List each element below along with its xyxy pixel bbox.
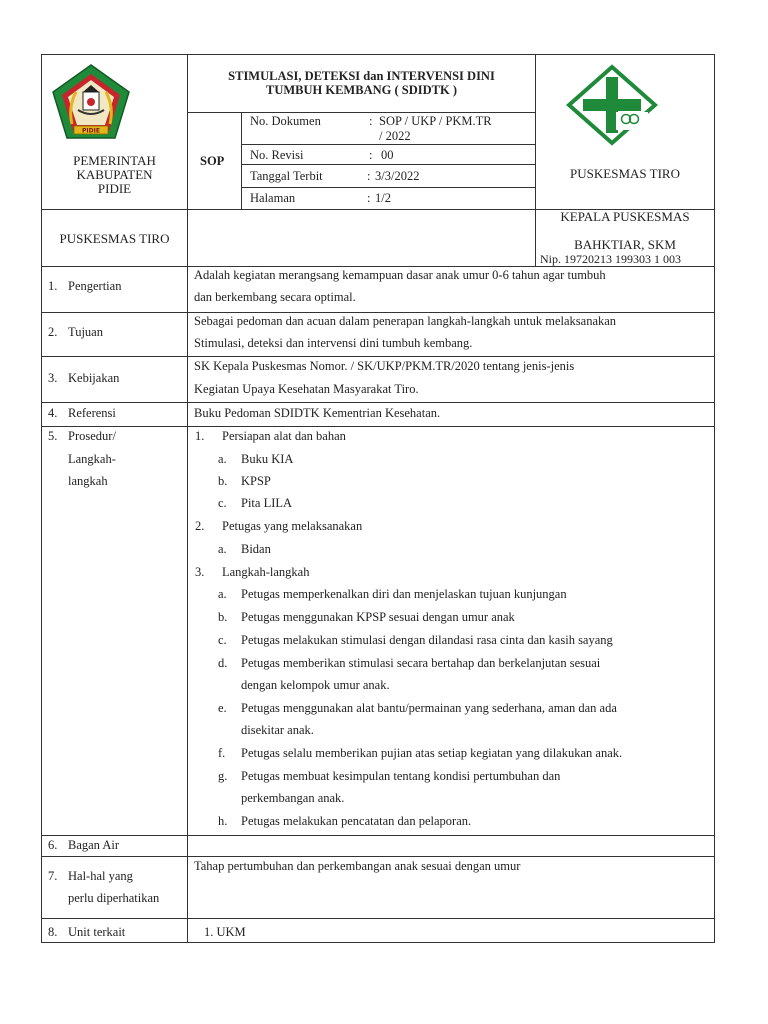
procedure-3-text: Langkah-langkah: [222, 565, 310, 579]
row-rule-4: [41, 426, 715, 427]
procedure-2a-num: a.: [218, 542, 227, 556]
procedure-1b-text: KPSP: [241, 474, 271, 488]
revision-sep: :: [369, 148, 373, 162]
procedure-2a-text: Bidan: [241, 542, 271, 556]
step-b-text: Petugas menggunakan KPSP sesuai dengan umur anak: [241, 610, 515, 624]
procedure-1c-num: c.: [218, 496, 227, 510]
section-4-label: Referensi: [68, 406, 116, 420]
section-8-label: Unit terkait: [68, 925, 126, 939]
section-6-num: 6.: [48, 838, 58, 852]
step-e-num: e.: [218, 701, 227, 715]
step-d-text-2: dengan kelompok umur anak.: [241, 678, 390, 692]
related-unit-text: 1. UKM: [204, 925, 246, 939]
purpose-text-1: Sebagai pedoman dan acuan dalam penerapan langkah-langkah untuk melaksanakan: [194, 314, 617, 328]
row-rule-7: [41, 918, 715, 919]
right-org-name: PUSKESMAS TIRO: [570, 166, 680, 181]
header-rule-1: [187, 112, 535, 113]
revision-label: No. Revisi: [250, 148, 304, 162]
section-5-num: 5.: [48, 429, 58, 443]
section-2-label: Tujuan: [68, 325, 103, 339]
step-b-num: b.: [218, 610, 228, 624]
issue-date-value: 3/3/2022: [375, 169, 420, 183]
procedure-1a-num: a.: [218, 452, 227, 466]
section-5-label-3: langkah: [68, 474, 108, 488]
row-rule-3: [41, 402, 715, 403]
step-d-num: d.: [218, 656, 228, 670]
section-1-num: 1.: [48, 279, 58, 293]
emblem-ribbon-text: PIDIE: [82, 127, 100, 135]
step-c-num: c.: [218, 633, 227, 647]
page-value: 1/2: [375, 191, 391, 205]
definition-text-2: dan berkembang secara optimal.: [194, 290, 356, 304]
head-title: KEPALA PUSKESMAS: [560, 209, 690, 224]
step-d-text-1: Petugas memberikan stimulasi secara bertahap dan berkelanjutan sesuai: [241, 656, 601, 670]
section-7-label-1: Hal-hal yang: [68, 869, 133, 883]
table-border-right: [714, 54, 715, 943]
step-e-text-1: Petugas menggunakan alat bantu/permainan yang sederhana, aman dan ada: [241, 701, 617, 715]
procedure-2-text: Petugas yang melaksanakan: [222, 519, 363, 533]
document-title-line-2: TUMBUH KEMBANG ( SDIDTK ): [266, 83, 457, 97]
definition-text-1: Adalah kegiatan merangsang kemampuan dasar anak umur 0-6 tahun agar tumbuh: [194, 268, 606, 282]
step-c-text: Petugas melakukan stimulasi dengan dilandasi rasa cinta dan kasih sayang: [241, 633, 613, 647]
procedure-3-num: 3.: [195, 565, 205, 579]
section-1-label: Pengertian: [68, 279, 122, 293]
body-divider: [187, 266, 188, 943]
issue-date-sep: :: [367, 169, 371, 183]
section-6-label: Bagan Air: [68, 838, 120, 852]
row-rule-1: [41, 312, 715, 313]
header-divider-2: [535, 54, 536, 266]
notes-text: Tahap pertumbuhan dan perkembangan anak sesuai dengan umur: [194, 859, 521, 873]
doc-number-value: SOP / UKP / PKM.TR: [379, 114, 492, 128]
policy-text-1: SK Kepala Puskesmas Nomor. / SK/UKP/PKM.TR/2020 tentang jenis-jenis: [194, 359, 575, 373]
header-divider-3: [241, 112, 242, 209]
doc-number-sep: :: [369, 114, 373, 128]
section-7-num: 7.: [48, 869, 58, 883]
step-f-num: f.: [218, 746, 226, 760]
doc-number-value-year: / 2022: [379, 129, 411, 143]
row-rule-5: [41, 835, 715, 836]
row-rule-2: [41, 356, 715, 357]
head-nip: Nip. 19720213 199303 1 003: [540, 252, 681, 266]
header-rule-4: [241, 187, 535, 188]
purpose-text-2: Stimulasi, deteksi dan intervensi dini tumbuh kembang.: [194, 336, 473, 350]
step-g-num: g.: [218, 769, 228, 783]
procedure-1-num: 1.: [195, 429, 205, 443]
table-border-bottom: [41, 942, 715, 943]
section-2-num: 2.: [48, 325, 58, 339]
procedure-1c-text: Pita LILA: [241, 496, 293, 510]
header-rule-3: [241, 164, 535, 165]
sop-label: SOP: [200, 154, 225, 168]
procedure-1b-num: b.: [218, 474, 228, 488]
doc-number-label: No. Dokumen: [250, 114, 321, 128]
header-rule-6: [41, 266, 715, 267]
left-org-line-3: PIDIE: [97, 181, 132, 196]
section-5-label-2: Langkah-: [68, 452, 116, 466]
head-name: BAHKTIAR, SKM: [574, 237, 676, 252]
step-h-num: h.: [218, 814, 228, 828]
section-7-label-2: perlu diperhatikan: [68, 891, 160, 905]
left-org-line-1: PEMERINTAH: [73, 153, 156, 168]
section-3-num: 3.: [48, 371, 58, 385]
step-f-text: Petugas selalu memberikan pujian atas setiap kegiatan yang dilakukan anak.: [241, 746, 623, 760]
left-org-name-2: PUSKESMAS TIRO: [59, 231, 170, 246]
procedure-1-text: Persiapan alat dan bahan: [222, 429, 346, 443]
row-rule-6: [41, 856, 715, 857]
step-a-num: a.: [218, 587, 227, 601]
page-sep: :: [367, 191, 371, 205]
section-5-label-1: Prosedur/: [68, 429, 116, 443]
page-label: Halaman: [250, 191, 296, 205]
revision-value: 00: [381, 148, 394, 162]
step-a-text: Petugas memperkenalkan diri dan menjelaskan tujuan kunjungan: [241, 587, 567, 601]
step-h-text: Petugas melakukan pencatatan dan pelaporan.: [241, 814, 472, 828]
reference-text: Buku Pedoman SDIDTK Kementrian Kesehatan.: [194, 406, 441, 420]
pidie-emblem-logo: [50, 62, 132, 144]
left-org-line-2: KABUPATEN: [76, 167, 153, 182]
procedure-2-num: 2.: [195, 519, 205, 533]
document-title-line-1: STIMULASI, DETEKSI dan INTERVENSI DINI: [228, 69, 495, 83]
policy-text-2: Kegiatan Upaya Kesehatan Masyarakat Tiro.: [194, 382, 419, 396]
table-border-top: [41, 54, 715, 55]
step-g-text-2: perkembangan anak.: [241, 791, 345, 805]
section-8-num: 8.: [48, 925, 58, 939]
header-rule-2: [241, 144, 535, 145]
section-4-num: 4.: [48, 406, 58, 420]
procedure-1a-text: Buku KIA: [241, 452, 294, 466]
step-g-text-1: Petugas membuat kesimpulan tentang kondisi pertumbuhan dan: [241, 769, 561, 783]
section-3-label: Kebijakan: [68, 371, 120, 385]
puskesmas-logo: [566, 64, 658, 146]
issue-date-label: Tanggal Terbit: [250, 169, 323, 183]
step-e-text-2: disekitar anak.: [241, 723, 314, 737]
